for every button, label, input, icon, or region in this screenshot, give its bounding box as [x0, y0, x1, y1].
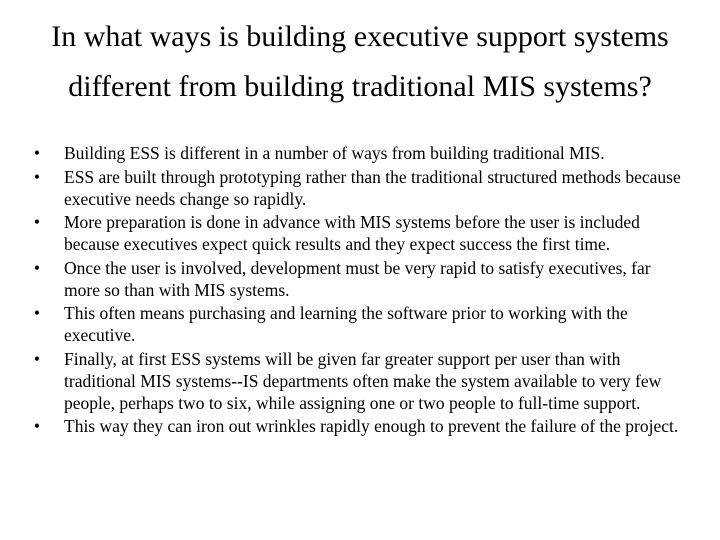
bullet-item	[30, 166, 690, 210]
bullet-text: More preparation is done in advance with MIS systems before the user is included because executives expect quick results and they expect success the first time.	[64, 212, 640, 254]
bullet-text: This often means purchasing and learning the software prior to working with the executive.	[64, 303, 628, 345]
bullet-icon: •	[33, 348, 41, 369]
bullet-item	[30, 348, 690, 414]
bullet-text: Once the user is involved, development must be very rapid to satisfy executives, far more so than with MIS systems.	[64, 257, 651, 300]
bullet-item	[30, 415, 690, 437]
slide-title-line-1: In what ways is building executive support systems	[51, 20, 669, 53]
bullet-icon: •	[33, 303, 41, 323]
bullet-text: Finally, at first ESS systems will be given far greater support per user than with traditional MIS systems--IS departments often make the system available to very few people, perhaps two to six, while assigning one or two people to full-time support.	[64, 348, 662, 413]
bullet-item	[30, 302, 690, 346]
bullet-icon: •	[33, 212, 41, 232]
bullet-text: Building ESS is different in a number of ways from building traditional MIS.	[64, 143, 605, 163]
bullet-list	[30, 142, 690, 439]
bullet-item	[30, 142, 690, 164]
bullet-item	[30, 211, 690, 255]
slide-title-line-2: different from building traditional MIS systems?	[68, 70, 652, 103]
bullet-icon: •	[33, 143, 41, 163]
slide-title	[20, 12, 700, 112]
bullet-text: This way they can iron out wrinkles rapidly enough to prevent the failure of the project.	[64, 416, 679, 436]
bullet-icon: •	[33, 257, 41, 278]
bullet-text: ESS are built through prototyping rather than the traditional structured methods because executive needs change so rapidly.	[64, 166, 681, 209]
bullet-item	[30, 257, 690, 301]
bullet-icon: •	[33, 416, 41, 436]
bullet-icon: •	[33, 166, 41, 187]
